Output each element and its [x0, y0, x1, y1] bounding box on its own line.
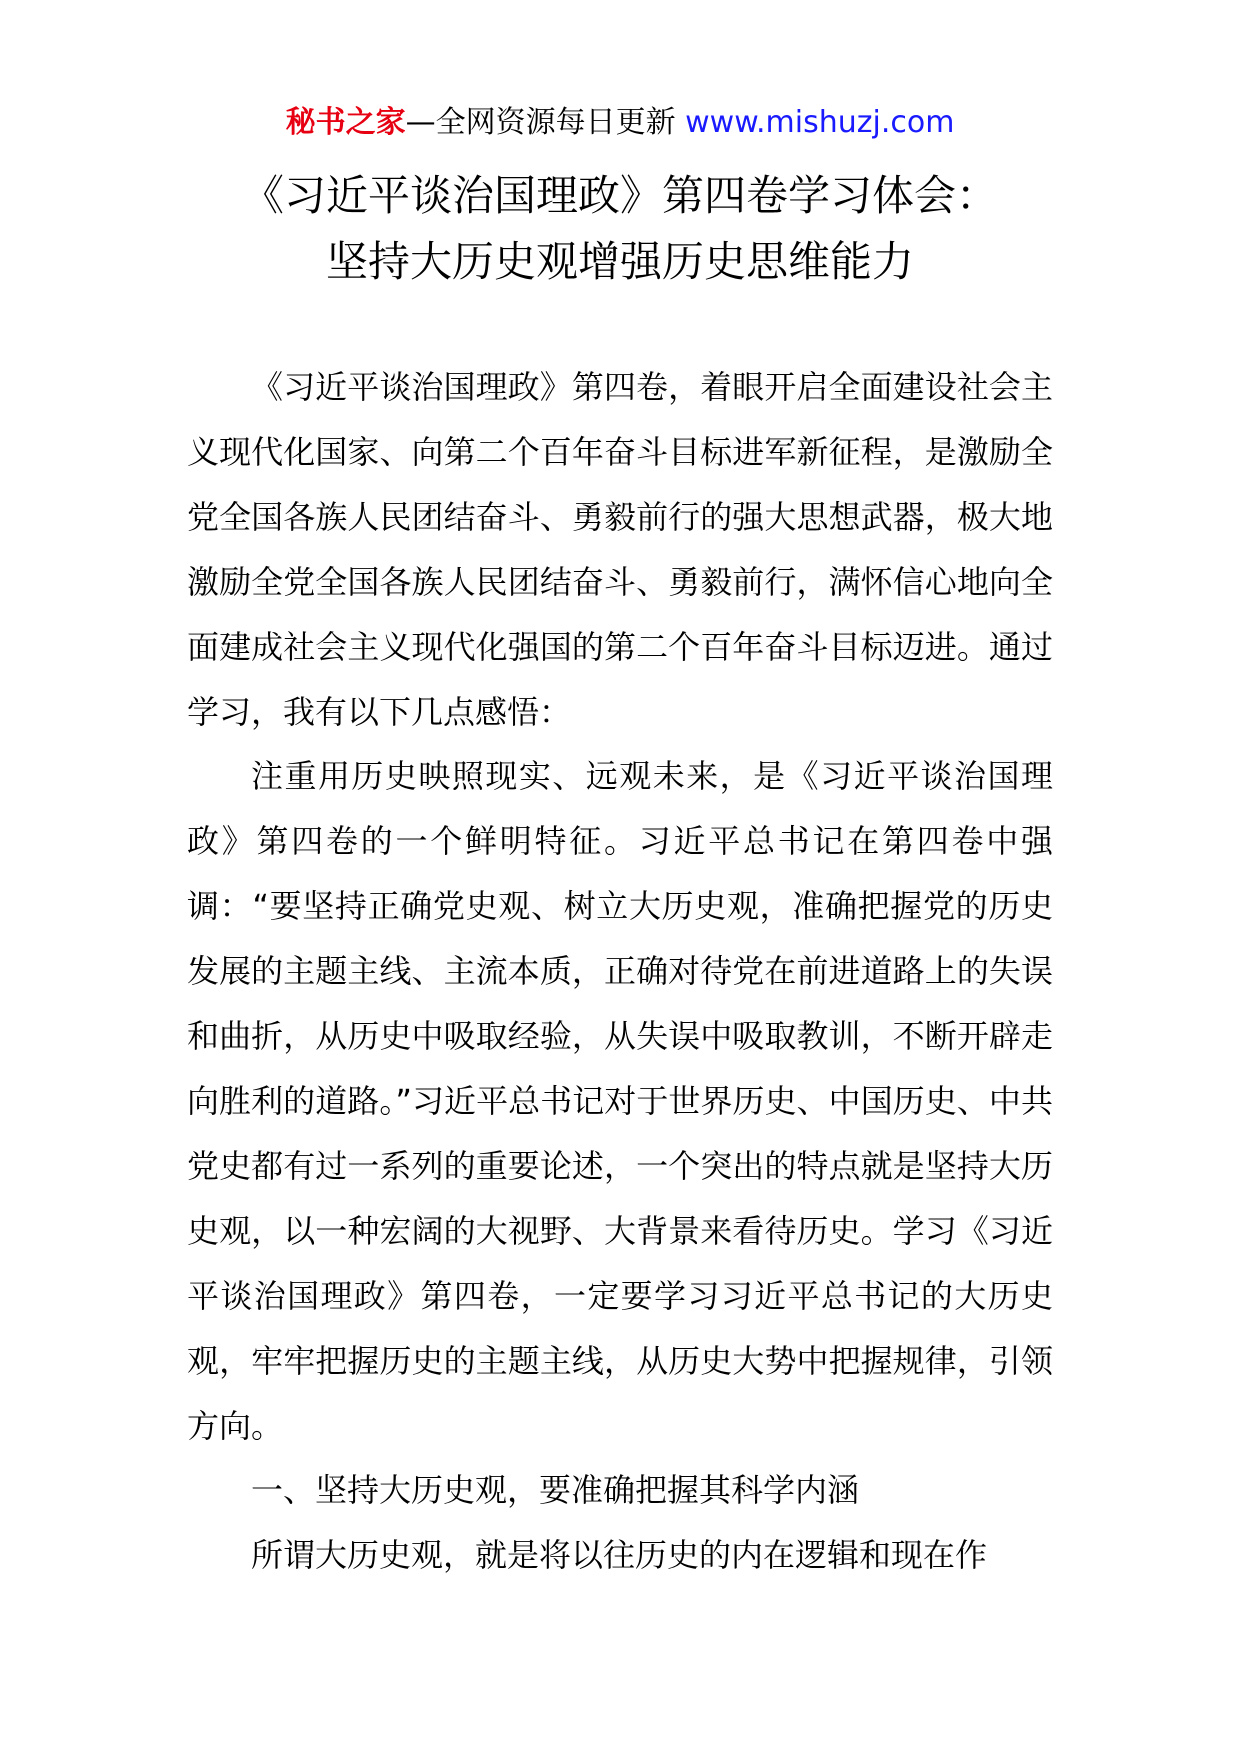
body-paragraph: 注重用历史映照现实、远观未来，是《习近平谈治国理政》第四卷的一个鲜明特征。习近平总书记在第四卷中强调：“要坚持正确党史观、树立大历史观，准确把握党的历史发展的主题主线、主流本质，正确对待党在前进道路上的失误和曲折，从历史中吸取经验，从失误中吸取教训，不断开辟走向胜利的道路。”习近平总书记对于世界历史、中国历史、中共党史都有过一系列的重要论述，一个突出的特点就是坚持大历史观，以一种宏阔的大视野、大背景来看待历史。学习《习近平谈治国理政》第四卷，一定要学习习近平总书记的大历史观，牢牢把握历史的主题主线，从历史大势中把握规律，引领方向。: [187, 757, 1053, 1445]
section-heading: 一、坚持大历史观，要准确把握其科学内涵: [251, 1471, 860, 1510]
site-banner: [0, 103, 1240, 143]
body-paragraph: 所谓大历史观，就是将以往历史的内在逻辑和现在作: [251, 1536, 988, 1575]
title-line-2: 坚持大历史观增强历史思维能力: [325, 237, 914, 286]
title-line-1: 《习近平谈治国理政》第四卷学习体会：: [241, 171, 998, 220]
banner-slogan: —全网资源每日更新: [405, 105, 676, 140]
document-body: [187, 355, 1053, 1588]
body-paragraph: 《习近平谈治国理政》第四卷，着眼开启全面建设社会主义现代化国家、向第二个百年奋斗目标进军新征程，是激励全党全国各族人民团结奋斗、勇毅前行的强大思想武器，极大地激励全党全国各族人民团结奋斗、勇毅前行，满怀信心地向全面建成社会主义现代化强国的第二个百年奋斗目标迈进。通过学习，我有以下几点感悟：: [187, 368, 1053, 731]
site-url-link[interactable]: www.mishuzj.com: [685, 105, 955, 140]
brand-name: 秘书之家: [285, 105, 406, 140]
document-title: [0, 163, 1240, 295]
